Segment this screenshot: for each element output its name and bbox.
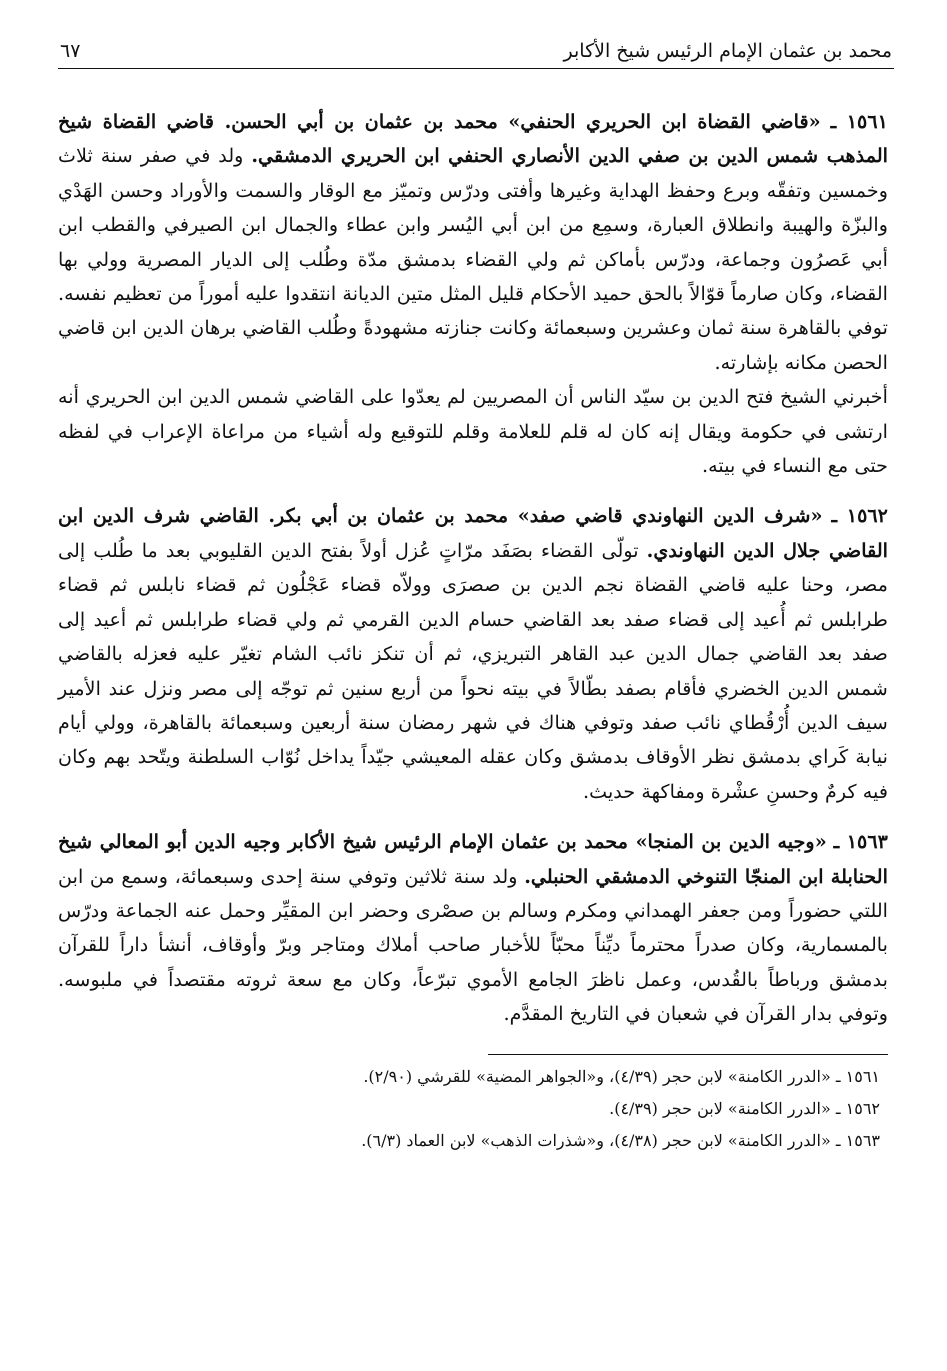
entry-1563 [58, 825, 888, 1031]
page-number: ٦٧ [60, 40, 81, 62]
entry-body: تولّى القضاء بصَفَد مرّاتٍ عُزل أولاً بفتح الدين القليوبي بعد ما طُلب إلى مصر، وحنا عليه قاضي القضاة نجم الدين بن صصرَى وولاّه قضاء عَجْلُون ثم قضاء نابلس ثم قضاء طرابلس ثم أُعيد إلى قضاء صفد بعد القاضي حسام الدين القرمي ثم ولي قضاء طرابلس ثم أعيد إلى صفد بعد القاضي جمال الدين عبد القاهر التبريزي، ثم أن تنكز نائب الشام تغيّر عليه فعزله بالقاضي شمس الدين الخضري فأقام بصفد بطّالاً في بيته نحواً من أربع سنين ثم توجّه إلى مصر ونزل عند الأمير سيف الدين أُرْقُطاي نائب صفد وتوفي هناك في شهر رمضان سنة أربعين وسبعمائة بالقاهرة، وولي أيام نيابة كَراي بدمشق نظر الأوقاف بدمشق وكان عقله المعيشي جيّداً يداخل نُوّاب السلطنة ويتّحد بهم وكان فيه كرمٌ وحسنِ عشْرة ومفاكهة حديث. [58, 538, 888, 803]
entry-body: ولد سنة ثلاثين وتوفي سنة إحدى وسبعمائة، وسمع من ابن اللتي حضوراً ومن جعفر الهمداني ومكرم وسالم بن صصْرى وحضر ابن المقيِّر وحمل عنه الجماعة ودرّس بالمسمارية، وكان صدراً محترماً ديِّناً محبّاً للأخبار صاحب أملاك ومتاجر وبرّ وأوقاف، أنشأ داراً للقرآن بدمشق ورباطاً بالقُدس، وعمل ناظرَ الجامع الأموي تبرّعاً، وكان مع سعة ثروته مقتصداً في ملبوسه. وتوفي بدار القرآن في شعبان في التاريخ المقدَّم. [58, 864, 888, 1026]
page [58, 40, 892, 1340]
entry-number: ١٥٦٣ ـ [833, 830, 888, 854]
running-title: محمد بن عثمان الإمام الرئيس شيخ الأكابر [563, 40, 892, 62]
running-header [58, 40, 894, 69]
entry-addendum: أخبرني الشيخ فتح الدين بن سيّد الناس أن المصريين لم يعدّوا على القاضي شمس الدين ابن الحريري أنه ارتشى في حكومة ويقال إنه كان له قلم للعلامة وقلم للتوقيع وله أشياء من مراعاة الإعراب في لفظه حتى مع النساء في بيته. [58, 385, 888, 478]
footnote-1561: ١٥٦١ ـ «الدرر الكامنة» لابن حجر (٤/٣٩)، و«الجواهر المضية» للقرشي (٢/٩٠). [363, 1066, 880, 1086]
footnote-1563: ١٥٦٣ ـ «الدرر الكامنة» لابن حجر (٤/٣٨)، و«شذرات الذهب» لابن العماد (٦/٣). [361, 1130, 880, 1150]
entry-body: ولد في صفر سنة ثلاث وخمسين وتفقّه وبرع وحفظ الهداية وغيرها وأفتى ودرّس وتميّز مع الوقار والسمت والأوراد وحسن الهَدْي والبزّة والهيبة وانطلاق العبارة، وسمِع من ابن أبي اليُسر وابن عطاء والجمال ابن الصيرفي والقطب ابن أبي عَصرُون وجماعة، ودرّس بأماكن ثم ولي القضاء بدمشق مدّة وطُلب إلى الديار المصرية وولي بها القضاء، وكان صارماً قوّالاً بالحق حميد الأحكام قليل المثل متين الديانة انتقدوا عليه أموراً من تعظيم نفسه. توفي بالقاهرة سنة ثمان وعشرين وسبعمائة وكانت جنازته مشهودةً وطُلب القاضي برهان الدين ابن قاضي الحصن مكانه بإشارته. [58, 144, 888, 374]
entry-1562 [58, 499, 888, 809]
footnote-1562: ١٥٦٢ ـ «الدرر الكامنة» لابن حجر (٤/٣٩). [609, 1098, 880, 1118]
entry-heading: «شرف الدين النهاوندي قاضي صفد» محمد بن عثمان بن أبي بكر. القاضي شرف الدين ابن القاضي جلال الدين النهاوندي. [58, 504, 888, 562]
entry-heading: «وجيه الدين بن المنجا» محمد بن عثمان الإمام الرئيس شيخ الأكابر وجيه الدين أبو المعالي شيخ الحنابلة ابن المنجّا التنوخي الدمشقي الحنبلي. [58, 830, 888, 888]
entry-number: ١٥٦١ ـ [830, 110, 888, 133]
entry-number: ١٥٦٢ ـ [831, 504, 888, 528]
entries [58, 105, 888, 1032]
footnotes [58, 1061, 888, 1157]
footnote-divider [488, 1054, 888, 1055]
entry-1561 [58, 105, 888, 483]
entry-heading: «قاضي القضاة ابن الحريري الحنفي» محمد بن عثمان بن أبي الحسن. قاضي القضاة شيخ المذهب شمس الدين بن صفي الدين الأنصاري الحنفي ابن الحريري الدمشقي. [58, 110, 889, 168]
